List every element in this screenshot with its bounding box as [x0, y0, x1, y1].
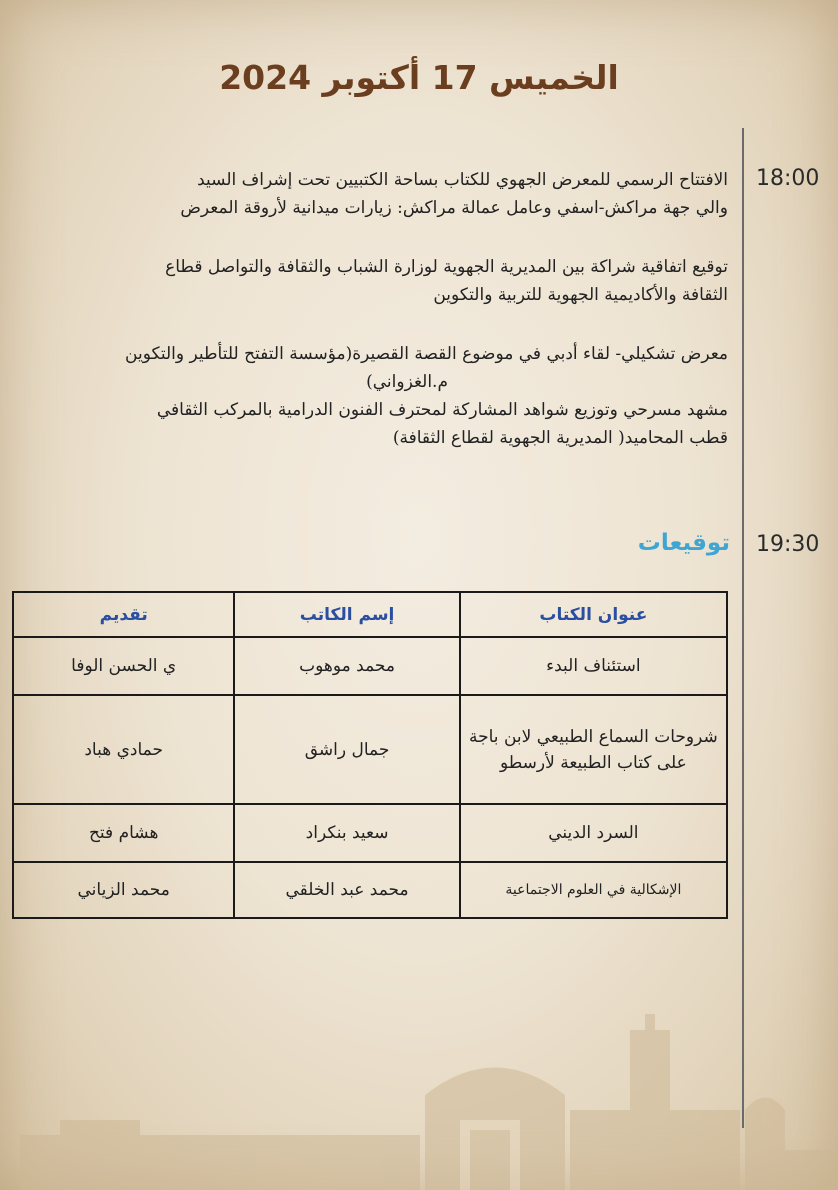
- program-1800: [8, 166, 728, 222]
- page-title: الخميس 17 أكتوبر 2024: [219, 58, 619, 97]
- program-line: توقيع اتفاقية شراكة بين المديرية الجهوية لوزارة الشباب والثقافة والتواصل قطاع: [165, 257, 728, 277]
- table-row: [13, 695, 727, 804]
- program-line: مشهد مسرحي وتوزيع شواهد المشاركة لمحترف الفنون الدرامية بالمركب الثقافي: [156, 400, 728, 420]
- cell-presenter: ي الحسن الوفا: [13, 637, 234, 695]
- cell-book-title: السرد الديني: [460, 804, 727, 862]
- program-agreement: [8, 253, 728, 309]
- program-line: قطب المحاميد( المديرية الجهوية لقطاع الثقافة): [392, 428, 728, 448]
- city-skyline-watermark: [0, 1000, 838, 1190]
- cell-book-title: شروحات السماع الطبيعي لابن باجة على كتاب الطبيعة لأرسطو: [460, 695, 727, 804]
- time-slot-1930: 19:30: [756, 532, 820, 557]
- program-line: معرض تشكيلي- لقاء أدبي في موضوع القصة القصيرة(مؤسسة التفتح للتأطير والتكوين: [125, 344, 728, 364]
- cell-presenter: محمد الزياني: [13, 862, 234, 918]
- signings-label: توقيعات: [637, 530, 730, 556]
- program-line: م.الغزواني): [366, 372, 448, 392]
- table-row: [13, 862, 727, 918]
- table-header-row: [13, 592, 727, 637]
- cell-author: محمد عبد الخلقي: [234, 862, 459, 918]
- table-row: [13, 637, 727, 695]
- column-header-book-title: عنوان الكتاب: [460, 592, 727, 637]
- program-line: الثقافة والأكاديمية الجهوية للتربية والتكوين: [433, 285, 728, 305]
- program-line: والي جهة مراكش-اسفي وعامل عمالة مراكش: زيارات ميدانية لأروقة المعرض: [180, 198, 728, 218]
- cell-author: جمال راشق: [234, 695, 459, 804]
- table-row: [13, 804, 727, 862]
- cell-presenter: حمادي هباد: [13, 695, 234, 804]
- cell-presenter: هشام فتح: [13, 804, 234, 862]
- signings-table: [12, 591, 728, 919]
- cell-author: محمد موهوب: [234, 637, 459, 695]
- program-line: الافتتاح الرسمي للمعرض الجهوي للكتاب بساحة الكتبيين تحت إشراف السيد: [197, 170, 728, 190]
- cell-book-title: استئناف البدء: [460, 637, 727, 695]
- cell-book-title: الإشكالية في العلوم الاجتماعية: [460, 862, 727, 918]
- column-header-author: إسم الكاتب: [234, 592, 459, 637]
- program-exhibition: [0, 340, 728, 452]
- time-slot-1800: 18:00: [756, 166, 820, 191]
- timeline-divider: [742, 128, 744, 1128]
- column-header-presenter: تقديم: [13, 592, 234, 637]
- cell-author: سعيد بنكراد: [234, 804, 459, 862]
